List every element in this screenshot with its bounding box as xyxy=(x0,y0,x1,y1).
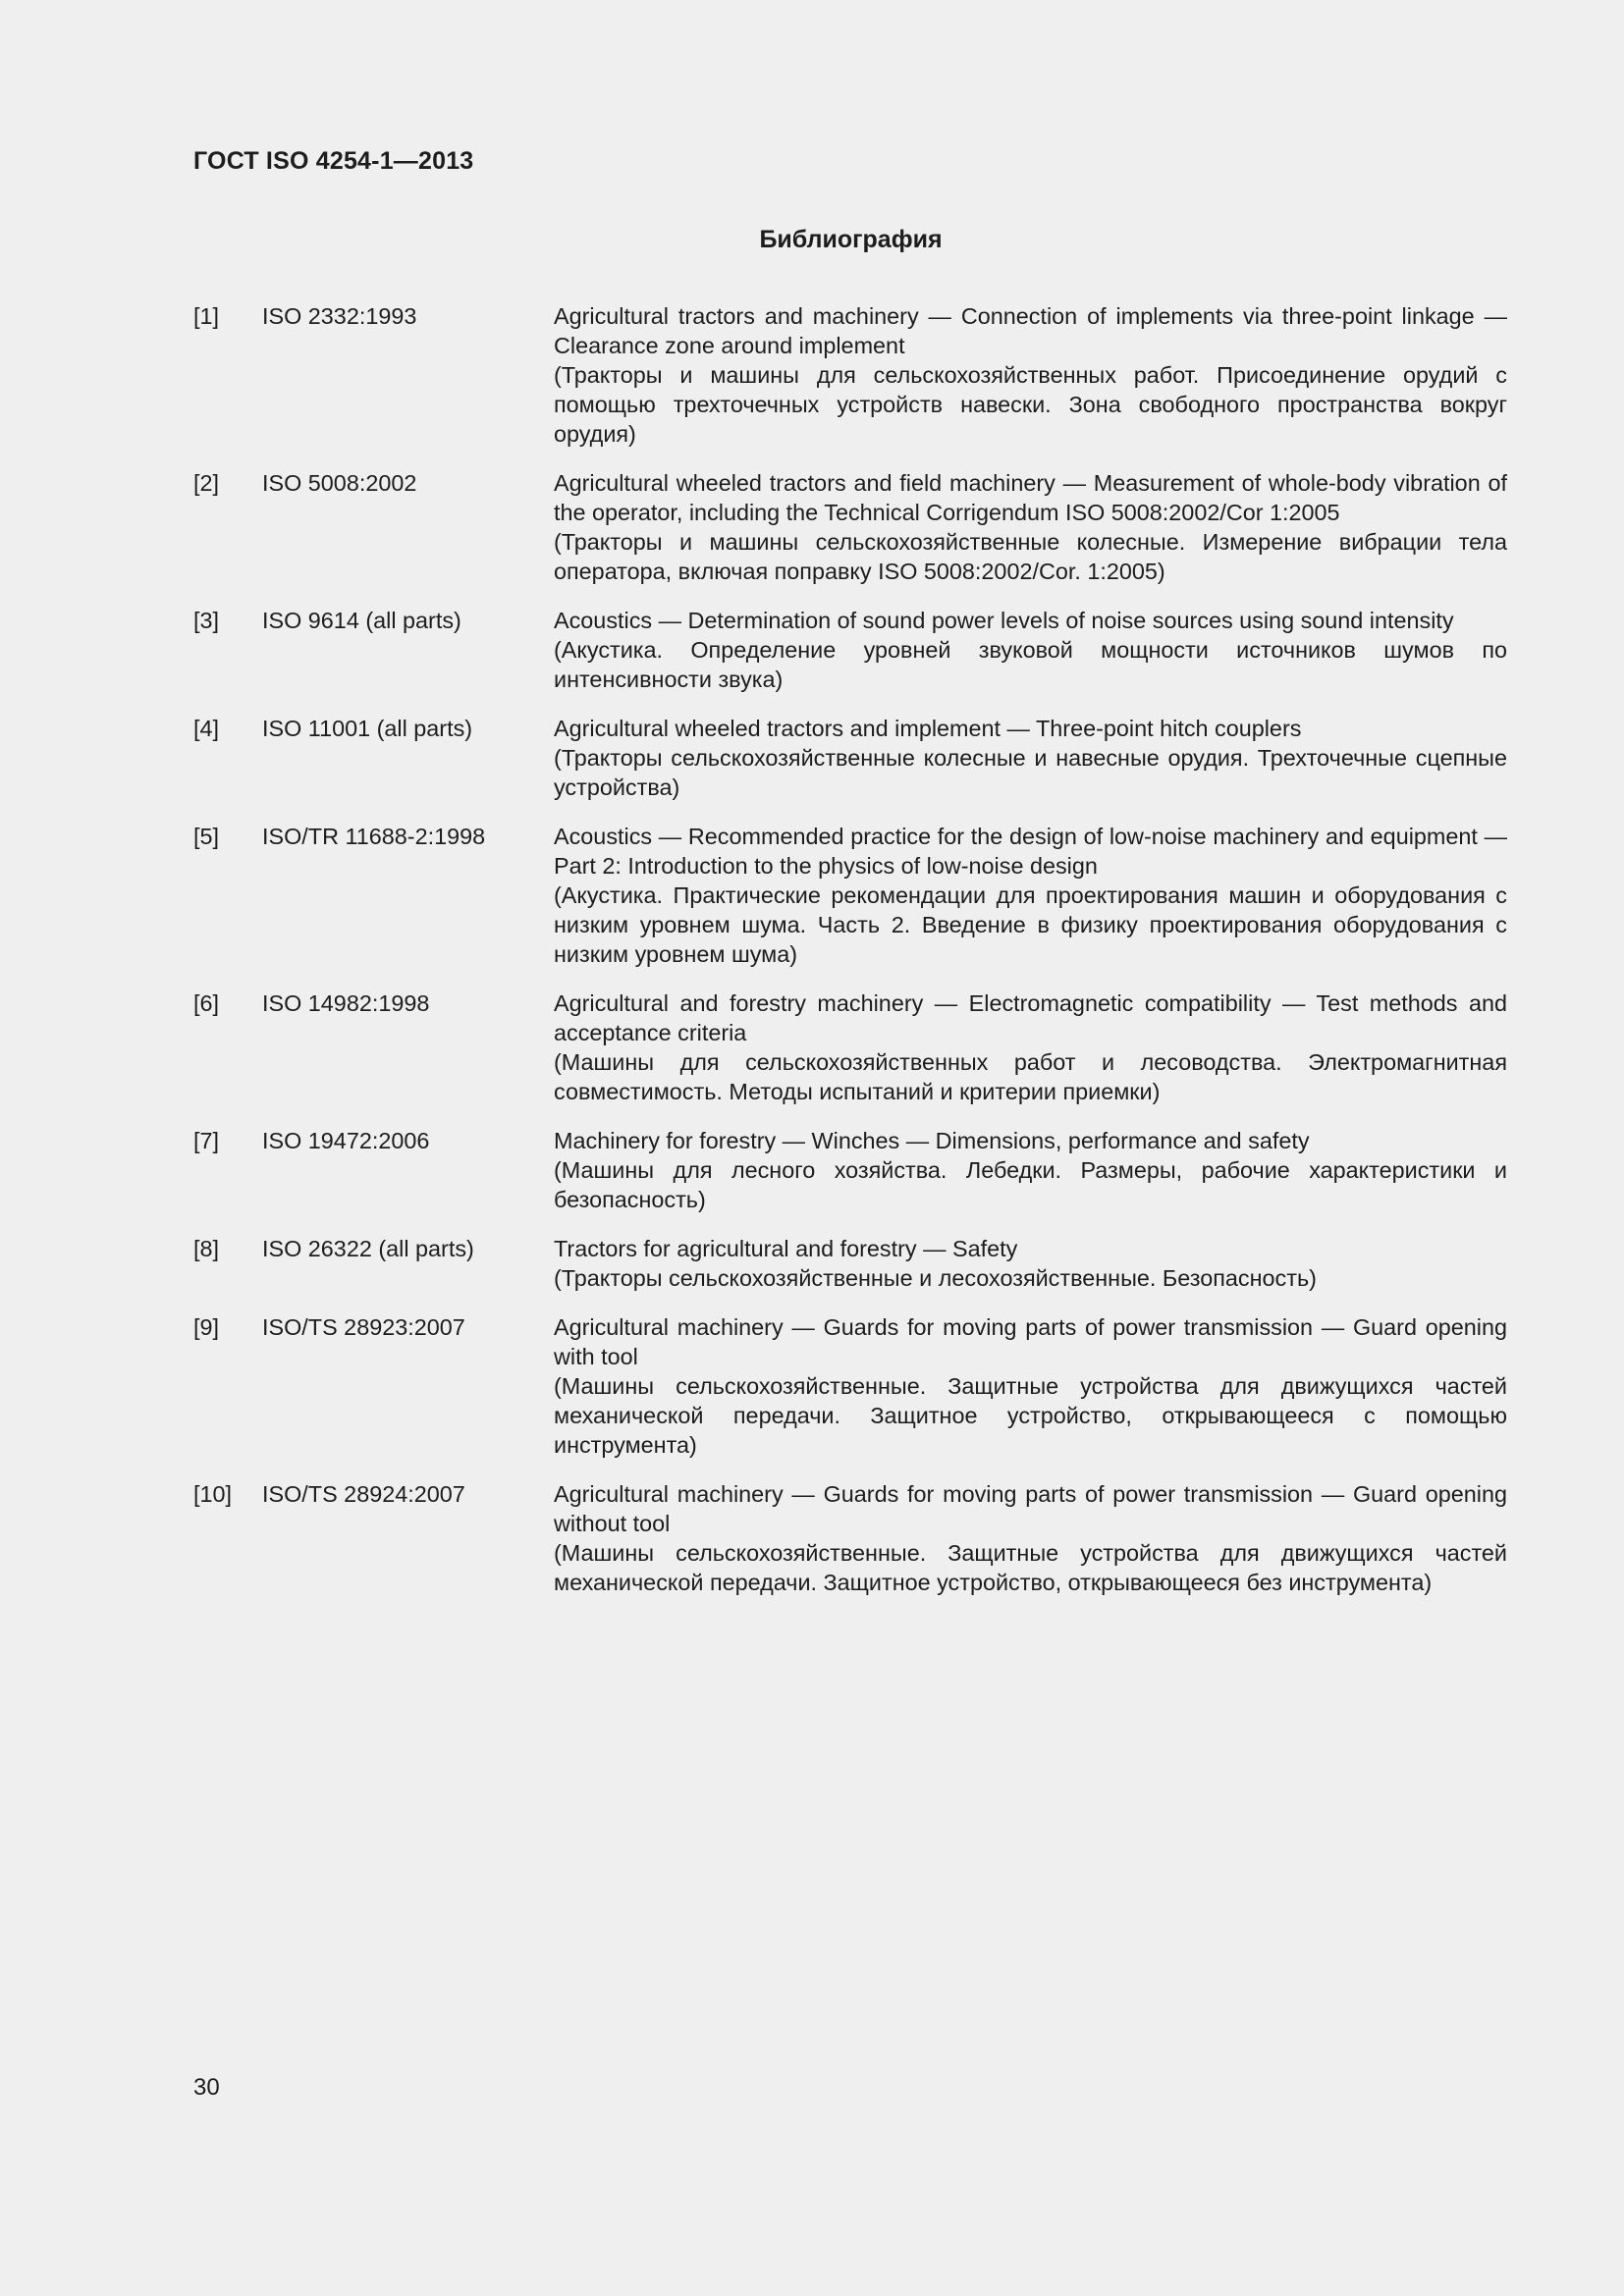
document-code-header: ГОСТ ISO 4254-1—2013 xyxy=(193,147,474,175)
reference-item xyxy=(193,301,1507,449)
reference-code: ISO/TR 11688-2:1998 xyxy=(262,824,486,849)
reference-title-ru: (Машины для лесного хозяйства. Лебедки. Размеры, рабочие характеристики и безопасность) xyxy=(554,1157,1507,1212)
reference-title-en: Agricultural wheeled tractors and field machinery — Measurement of whole-body vibration of the operator, including the Technical Corrigendum ISO 5008:2002/Cor 1:2005 xyxy=(554,470,1507,525)
reference-number: [10] xyxy=(193,1481,233,1507)
reference-title-ru: (Акустика. Определение уровней звуковой мощности источников шумов по интенсивности звука) xyxy=(554,637,1507,692)
reference-code: ISO 5008:2002 xyxy=(262,470,417,496)
reference-number: [5] xyxy=(193,824,220,849)
reference-number: [2] xyxy=(193,470,220,496)
bibliography-title: Библиография xyxy=(759,226,943,253)
reference-item xyxy=(193,1234,1507,1293)
reference-code: ISO/TS 28923:2007 xyxy=(262,1314,465,1340)
reference-item xyxy=(193,822,1507,969)
reference-item xyxy=(193,468,1507,586)
reference-title-en: Acoustics — Determination of sound power levels of noise sources using sound intensity xyxy=(554,608,1454,633)
reference-title-ru: (Акустика. Практические рекомендации для проектирования машин и оборудования с низким уровнем шума. Часть 2. Введение в физику проектирования оборудования с низким уровнем шума) xyxy=(554,882,1507,967)
bibliography-list xyxy=(193,301,1507,1617)
reference-description xyxy=(554,988,1507,1106)
reference-description xyxy=(554,606,1507,694)
reference-item xyxy=(193,606,1507,694)
reference-description xyxy=(554,1479,1507,1597)
reference-title-ru: (Машины сельскохозяйственные. Защитные устройства для движущихся частей механической передачи. Защитное устройство, открывающееся с помощью инструмента) xyxy=(554,1373,1507,1458)
reference-number: [7] xyxy=(193,1128,220,1153)
reference-title-ru: (Машины сельскохозяйственные. Защитные устройства для движущихся частей механической передачи. Защитное устройство, открывающееся без инструмента) xyxy=(554,1540,1507,1595)
reference-code: ISO/TS 28924:2007 xyxy=(262,1481,465,1507)
reference-title-ru: (Машины для сельскохозяйственных работ и лесоводства. Электромагнитная совместимость. Методы испытаний и критерии приемки) xyxy=(554,1049,1507,1104)
reference-title-ru: (Тракторы сельскохозяйственные колесные и навесные орудия. Трехточечные сцепные устройства) xyxy=(554,745,1507,800)
reference-description xyxy=(554,301,1507,449)
reference-title-en: Agricultural wheeled tractors and implement — Three-point hitch couplers xyxy=(554,716,1302,741)
reference-description xyxy=(554,714,1507,802)
page-number: 30 xyxy=(193,2074,220,2101)
reference-title-en: Tractors for agricultural and forestry — Safety xyxy=(554,1236,1018,1261)
reference-number: [4] xyxy=(193,716,220,741)
reference-title-en: Machinery for forestry — Winches — Dimensions, performance and safety xyxy=(554,1128,1310,1153)
reference-item xyxy=(193,714,1507,802)
reference-code: ISO 11001 (all parts) xyxy=(262,716,473,741)
reference-title-ru: (Тракторы сельскохозяйственные и лесохозяйственные. Безопасность) xyxy=(554,1265,1317,1291)
reference-title-en: Agricultural machinery — Guards for moving parts of power transmission — Guard opening with tool xyxy=(554,1314,1507,1369)
reference-number: [1] xyxy=(193,303,220,329)
reference-item xyxy=(193,1479,1507,1597)
reference-title-ru: (Тракторы и машины для сельскохозяйственных работ. Присоединение орудий с помощью трехточечных устройств навески. Зона свободного пространства вокруг орудия) xyxy=(554,362,1507,447)
reference-code: ISO 26322 (all parts) xyxy=(262,1236,474,1261)
reference-code: ISO 9614 (all parts) xyxy=(262,608,461,633)
reference-description xyxy=(554,1234,1507,1293)
reference-title-ru: (Тракторы и машины сельскохозяйственные колесные. Измерение вибрации тела оператора, включая поправку ISO 5008:2002/Cor. 1:2005) xyxy=(554,529,1507,584)
reference-title-en: Agricultural tractors and machinery — Connection of implements via three-point linkage — Clearance zone around implement xyxy=(554,303,1507,358)
reference-code: ISO 14982:1998 xyxy=(262,990,430,1016)
reference-description xyxy=(554,1126,1507,1214)
reference-code: ISO 19472:2006 xyxy=(262,1128,430,1153)
reference-description xyxy=(554,468,1507,586)
reference-description xyxy=(554,1312,1507,1460)
reference-number: [3] xyxy=(193,608,220,633)
reference-item xyxy=(193,1126,1507,1214)
reference-item xyxy=(193,988,1507,1106)
reference-number: [9] xyxy=(193,1314,220,1340)
reference-number: [8] xyxy=(193,1236,220,1261)
reference-title-en: Agricultural machinery — Guards for moving parts of power transmission — Guard opening without tool xyxy=(554,1481,1507,1536)
reference-description xyxy=(554,822,1507,969)
reference-title-en: Acoustics — Recommended practice for the design of low-noise machinery and equipment — Part 2: Introduction to the physics of low-noise design xyxy=(554,824,1507,879)
reference-code: ISO 2332:1993 xyxy=(262,303,417,329)
reference-item xyxy=(193,1312,1507,1460)
reference-number: [6] xyxy=(193,990,220,1016)
reference-title-en: Agricultural and forestry machinery — Electromagnetic compatibility — Test methods and acceptance criteria xyxy=(554,990,1507,1045)
